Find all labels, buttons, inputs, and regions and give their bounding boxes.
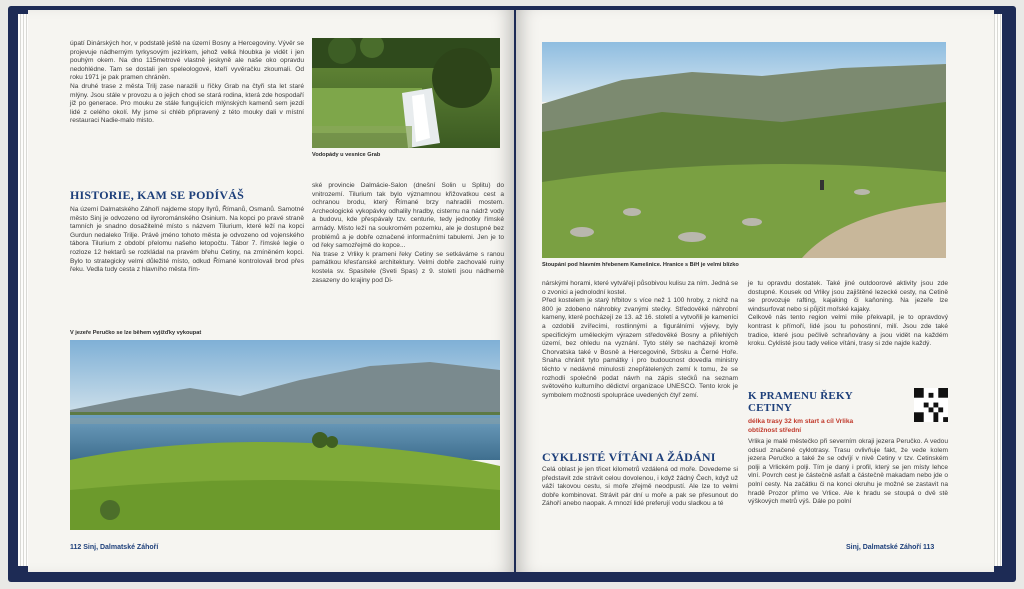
qr-code[interactable] [914, 388, 948, 422]
heading-historie: HISTORIE, KAM SE PODÍVÁŠ [70, 188, 244, 202]
right-footer: Sinj, Dalmatské Záhoří 113 [846, 544, 935, 551]
left-col1-history-text: Na území Dalmatského Záhoří najdeme stopy Ilyrů, Římanů, Osmanů. Samotné město Sinj je odvozeno od ilyrorománského Osinium. Na kopci po pravé straně tamních je snadno dosažitelné místo s názvem Tilurium, které leží na kopci Gurdun nedaleko Trilje. Právě jméno tohoto města je odvozeno od vojenského tábora Tilurium z období přelomu našeho letopočtu. Tábor 7. římské legie o rozloze 12 hektarů se rozkládal na pravém břehu Cetiny, na zmíněném kopci. Bylo to strategicky velmi důležité místo, odkud Římané kontrolovali brod přes řeku. Vedla tudy cesta z hlavního města řím- [70, 206, 304, 274]
left-col2-history-text: ské provincie Dalmácie-Salon (dnešní Solin u Splitu) do vnitrozemí. Tilurium tak bylo významnou křižovatkou cest a ochranou brodu, který Římané brzy nahradili mostem. Archeologické vykopávky odhalily hradby, cisternu na nádrž vody a budovu, kde přespávaly tzv. centurie, tedy jednotky římské armády. Místo leží na soukromém pozemku, ale je dostupné bez problémů a je dobře označené informačními tabulemi. Jen je to od řeky samozřejmě do kopce... Na trase z Vrliky k prameni řeky Cetiny se setkáváme s ranou památkou křesťanské architektury. Velmi dobře zachovalé ruiny kostela sv. Spasitele (Sveti Spas) z 9. století jsou nádherně zasazeny do krajiny pod Di- [312, 182, 504, 284]
info-box-title: K PRAMENU ŘEKY CETINY [748, 390, 853, 414]
left-page [28, 10, 514, 572]
mountain-caption: Stoupání pod hlavním hřebenem Kamešnice. Hranice s BiH je velmi blízko [542, 262, 739, 268]
lake-photo [70, 340, 500, 530]
mountain-photo [542, 42, 946, 258]
right-col2-text: je tu opravdu dostatek. Také jiné outdoorové aktivity jsou zde dostupné. Kousek od Vrliky jsou zajištěné lezecké cesty, na Cetině se provozuje rafting, kajaking či kaňoning. Na jezeře lze windsurfovat nebo si půjčit mořské kajaky. Celkově nás tento region velmi mile překvapil, je to opravdový kontrast k přímoří, lidé jsou tu pohostinní, milí. Jsou zde také tradice, které jsou pečlivě schraňovány a jsou vidět na každém kroku. Cyklisté jsou tady velice vítáni, trasy si zde najde každý. [748, 280, 948, 348]
left-col1-top-text: úpatí Dinárských hor, v podstatě ještě na území Bosny a Hercegoviny. Vývěr se projevuje nádherným tyrkysovým jezírkem, jehož velká hloubka je vidět i jen pouhým okem. Na dno 115metrové vlastně jeskyně ale naše oko opravdu nedohlédne. Tam se dostali jen speleologové, kteří vyvěračku zkoumali. Od roku 1971 je pak pramen chráněn. Na druhé trase z města Trilj zase narazili u říčky Grab na čtyři sta let staré mlýny. Jsou stále v provozu a o jejich chod se stará rodina, která zde hospodaří již po generace. Pro mouku ze stále fungujících mlýnských kamenů sem jezdí lidé z celého okolí. My jsme si chléb připravený z této mouky dali v místní restauraci Nadie-malo misto. [70, 40, 304, 125]
lake-caption: V jezeře Peručko se lze během vyjížďky vykoupat [70, 330, 202, 336]
heading-cyklo: CYKLISTÉ VÍTÁNI A ŽÁDÁNI [542, 450, 716, 464]
info-meta-difficulty: obtížnost střední [748, 427, 802, 434]
right-col1-text: nárskými horami, které vytvářejí působivou kulisu za ním. Jedná se o zvonici a jednolodní kostel. Před kostelem je starý hřbitov s více než 1 100 hroby, z nichž na 800 je zdobeno náhrobky zvanými stećky. Středověké náhrobní kameny, které pocházejí ze 13. až 16. století a vytvořili je kameníci a ozdobili zvířecími, rostlinnými a figurálními výjevy, byly specifickým uměleckým výrazem středověké Bosny a přilehlých území, bez ohledu na vyznání. Tyto stély se nacházejí kromě Chorvatska také v Bosně a Hercegovině, Srbsku a Černé Hoře. Snaha chránit tyto památky i pro budoucnost dovedla ministry těchto v nedávné minulosti znepřátelených zemí k tomu, že se rozhodli společně podat návrh na zápis stećků na seznam světového kulturního dědictví organizace UNESCO. Tento krok je symbolem možnosti spolupráce uvedených čtyř zemí. [542, 280, 738, 399]
waterfall-caption: Vodopády u vesnice Grab [312, 152, 381, 158]
right-col1-cyklo-text: Celá oblast je jen třicet kilometrů vzdálená od moře. Dovedeme si představit zde strávit celou dovolenou, i když žádný Čech, když už váží takovou cestu, si moře zřejmě neodpustí. Ale lze to velmi dobře kombinovat. Strávit pár dní u moře a pak se přesunout do Záhoří anebo naopak. A mnozí lidé preferují vodu sladkou a té [542, 466, 738, 508]
waterfall-photo [312, 38, 500, 148]
left-footer: 112 Sinj, Dalmatské Záhoří [70, 544, 159, 551]
info-box-text: Vrlika je malé městečko při severním okraji jezera Peručko. A vedou odsud značené cyklotrasy. Trasu ovlivňuje fakt, že vede kolem jezera Peručko a také že se odvíjí v nivě Cetiny v tzv. Cetinském polji a Vrlickém polji. Tím je daný i profil, který se jen místy lehce vlní. Povrch cest je částečně asfalt a částečně makadam nebo jde o polní cesty. Na začátku či na konci okruhu je možné se zastavit na hradě Prozor přímo ve Vrlice. Ale k hradu se stoupá o dvě stě výškových metrů výš. Dále po polní [748, 438, 948, 506]
info-meta-distance: délka trasy 32 km start a cíl Vrlika [748, 418, 854, 425]
right-page [516, 10, 994, 572]
